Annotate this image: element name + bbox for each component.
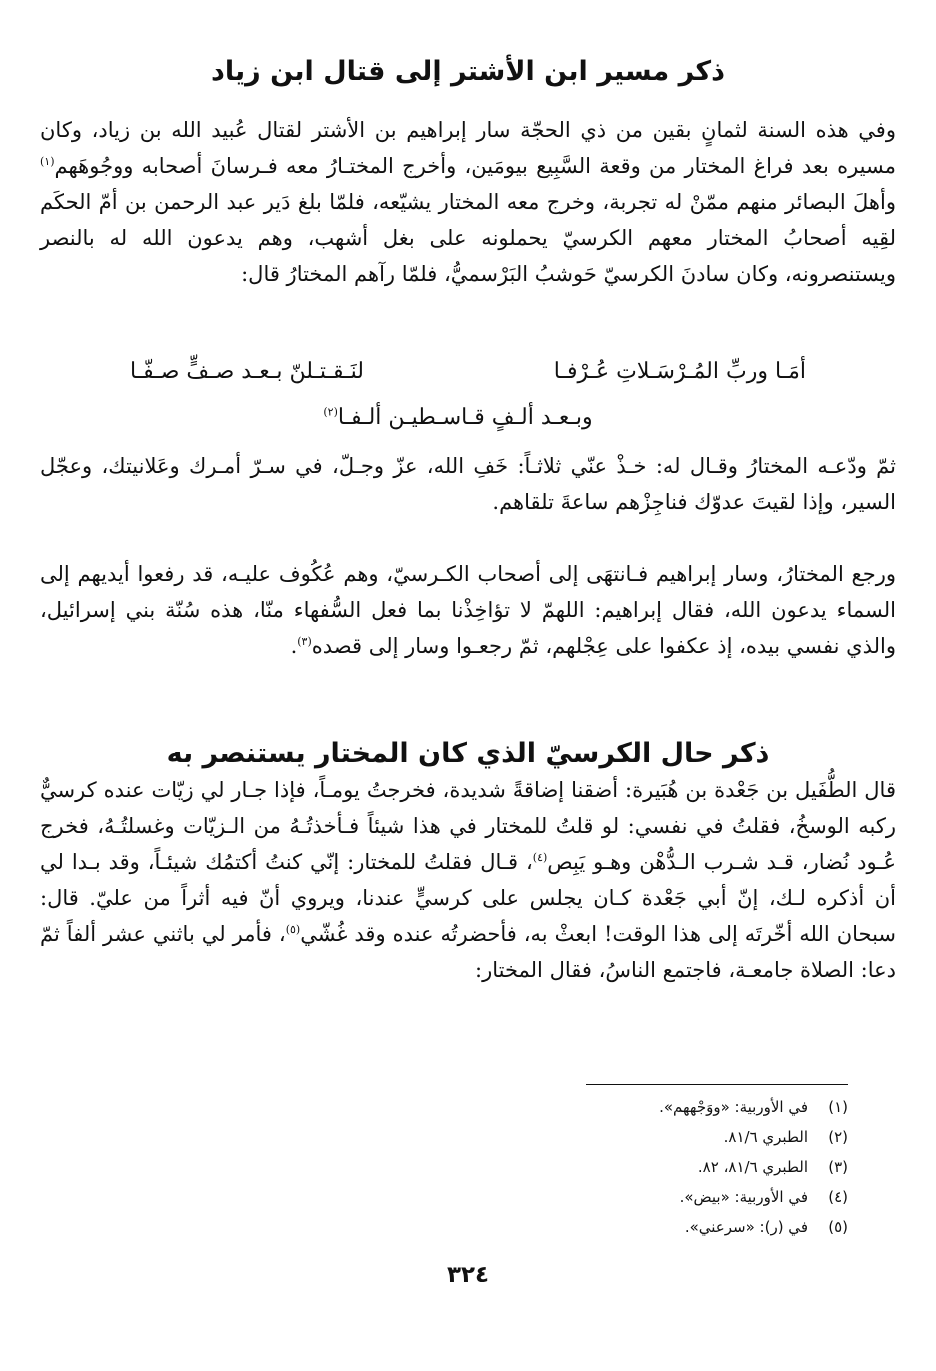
footnote-ref[interactable]: (١) (40, 155, 55, 168)
verse-line (40, 398, 896, 438)
footnote-number: (٤) (828, 1188, 848, 1206)
footnote-ref[interactable]: (٢) (323, 405, 338, 419)
verse-hemistich (323, 398, 592, 438)
page-number: ٣٢٤ (446, 1262, 490, 1288)
paragraph-text: ، فأمر لي باثني عشر ألفاً ثمّ دعا: الصلاة جامعـة، فاجتمع الناسُ، فقال المختار: (40, 922, 896, 982)
paragraph-text: وأهلَ البصائر منهم ممّنْ له تجربة، وخرج معه المختار يشيّعه، فلمّا بلغ دَير عبد الرحمن بن أمّ الحكَم لقِيه أصحابُ المختار معهم الكرسيّ يحملونه على بغل أشهب، وهم يدعون الله له بالنصر ويستنصرونه، وكان سادنَ الكرسيّ حَوشبُ البَرْسميُّ، فلمّا رآهم المختارُ قال: (40, 190, 896, 286)
paragraph-text: . (290, 634, 298, 658)
footnote (40, 1182, 848, 1212)
paragraph-text: ورجع المختارُ، وسار إبراهيم فـانتهَى إلى أصحاب الكـرسيّ، وهم عُكُوف عليـه، قد رفعوا أيديهم إلى السماء يدعون الله، فقال إبراهيم: اللهمّ لا تؤاخِذْنا بما فعل السُّفهاء منّا، هذه سُنّة بني إسرائيل، والذي نفسي بيده، إذ عكفوا على عِجْلهم، ثمّ رجعـوا وسار إلى قصده (40, 562, 896, 658)
footnote-text: في (ر): «سرعني». (684, 1218, 808, 1236)
paragraph-text: قال الطُّفَيل بن جَعْدة بن هُبَيرة: أضقنا إضاقةً شديدة، فخرجتُ يومـاً، فإذا جـار لي زيّات عنده كرسيٌّ ركبه الوسخُ، فقلتُ في نفسي: لو قلتُ للمختار في هذا شيئاً فـأخذتُـهُ من الـزيّات وغسلتُـهُ، فخرج عُـود نُضار، قـد شـرب الـدُّهْن وهـو يَبِص (40, 778, 896, 874)
verse-hemistich: لنَـقـتـلنّ بـعـد صـفٍّ صـفّـا (130, 359, 364, 384)
footnote (40, 1092, 848, 1122)
footnote-text: الطبري ٨١/٦. (723, 1128, 808, 1146)
paragraph (40, 772, 896, 988)
paragraph-text: ، قـال فقلتُ للمختار: إنّي كنتُ أكتمُك شيئـاً، وقد بـدا لي أن أذكره لـك، إنّ أبي جَعْدة كـان يجلس على كرسيٍّ عندنا، ويروي أنّ فيه أثراً من عليّ. قال: سبحان الله أخّرتَه إلى هذا الوقت! ابعثْ به، فأحضرتُه عنده وقد غُشّي (40, 850, 897, 946)
footnote-text: الطبري ٨١/٦، ٨٢. (697, 1158, 808, 1176)
paragraph (40, 556, 896, 664)
paragraph-text: وفي هذه السنة لثمانٍ بقين من ذي الحجّة سار إبراهيم بن الأشتر لقتال عُبيد الله بن زياد، وكان مسيره بعد فراغ المختار من وقعة السَّبِيع بيومَين، وأخرج المختـارُ معه فـرسانَ أصحابه ووجُوهَهم (40, 118, 896, 178)
footnotes (40, 1092, 848, 1242)
footnote-number: (٥) (828, 1218, 848, 1236)
footnote (40, 1212, 848, 1242)
verse-hemistich: أمَـا وربِّ المُـرْسَـلاتِ عُـرْفـا (553, 359, 806, 384)
footnote-number: (٣) (828, 1158, 848, 1176)
section-title: ذكر مسير ابن الأشتر إلى قتال ابن زياد (211, 56, 725, 87)
paragraph (40, 112, 896, 292)
paragraph: ثمّ ودّعـه المختارُ وقـال له: خـذْ عنّي ثلاثـاً: خَفِ الله، عزّ وجـلّ، في سـرّ أمـرك وعَلانيتك، وعجّل السير، وإذا لقيتَ عدوّك فناجِزْهم ساعةَ تلقاهم. (40, 454, 896, 514)
footnote (40, 1122, 848, 1152)
footnote-text: في الأوربية: «ووَجْههم». (659, 1098, 808, 1116)
footnote (40, 1152, 848, 1182)
verse-text: وبـعـد ألـفٍ قـاسـطيـن ألـفـا (337, 405, 593, 430)
footnote-number: (٢) (828, 1128, 848, 1146)
footnote-ref[interactable]: (٤) (532, 851, 548, 864)
footnote-ref[interactable]: (٣) (297, 635, 312, 648)
section-title: ذكر حال الكرسيّ الذي كان المختار يستنصر به (166, 738, 770, 769)
footnote-text: في الأوربية: «بيض». (679, 1188, 808, 1206)
footnote-divider (586, 1084, 848, 1085)
footnote-number: (١) (828, 1098, 848, 1116)
footnote-ref[interactable]: (٥) (285, 923, 301, 936)
